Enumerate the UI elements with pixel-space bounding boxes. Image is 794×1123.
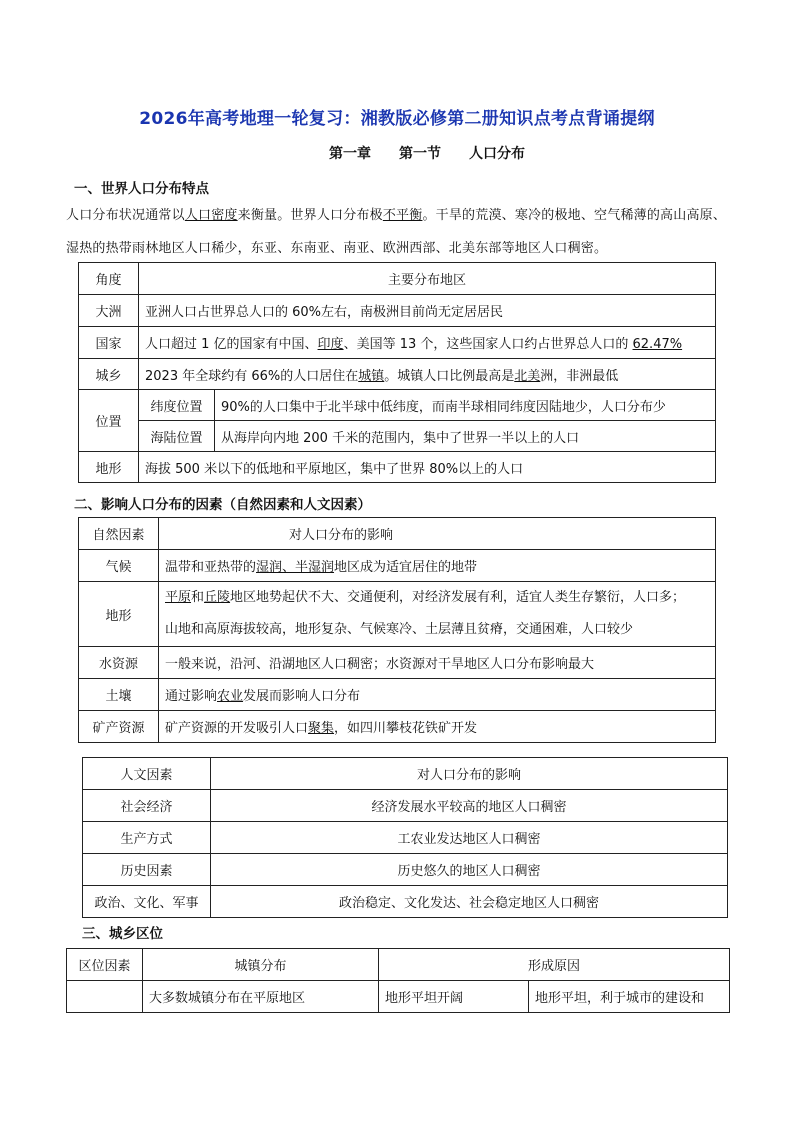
cell-text: 温带和亚热带的 — [165, 560, 257, 575]
row-key: 土壤 — [79, 679, 159, 711]
section-1-heading: 一、世界人口分布特点 — [74, 181, 209, 197]
cell-key-term: 农业 — [217, 689, 244, 704]
row-key: 政治、文化、军事 — [83, 886, 211, 918]
para-text: 来衡量。世界人口分布极 — [237, 208, 383, 223]
row-value — [139, 359, 716, 390]
sub-key: 纬度位置 — [139, 390, 215, 421]
cell-text: ，如四川攀枝花铁矿开发 — [334, 721, 478, 736]
cell-text: 通过影响 — [165, 689, 218, 704]
row-value — [159, 679, 716, 711]
row-value: 地形平坦开阔 — [379, 981, 529, 1013]
row-value — [159, 550, 716, 582]
row-value — [139, 327, 716, 359]
section-2-heading: 二、影响人口分布的因素（自然因素和人文因素） — [74, 497, 371, 513]
chapter-label: 第一章 — [329, 146, 371, 162]
row-value: 从海岸向内地 200 千米的范围内，集中了世界一半以上的人口 — [215, 421, 716, 452]
cell-key-term: 湿润、半湿润 — [256, 560, 335, 575]
row-value — [159, 582, 716, 647]
row-value: 历史悠久的地区人口稠密 — [211, 854, 728, 886]
section-1-paragraph — [66, 199, 730, 265]
cell-key-term: 丘陵 — [204, 590, 231, 605]
human-factors-table — [82, 757, 728, 918]
row-key: 位置 — [79, 390, 139, 452]
sub-key: 海陆位置 — [139, 421, 215, 452]
para-key-term: 不平衡 — [382, 208, 423, 223]
row-key — [67, 981, 143, 1013]
row-key: 生产方式 — [83, 822, 211, 854]
cell-key-term: 62.47% — [632, 337, 683, 352]
row-key: 地形 — [79, 452, 139, 483]
distribution-table — [78, 262, 716, 483]
para-text: 人口分布状况通常以 — [66, 208, 185, 223]
row-value: 一般来说，沿河、沿湖地区人口稠密；水资源对干旱地区人口分布影响最大 — [159, 647, 716, 679]
row-key: 水资源 — [79, 647, 159, 679]
row-value: 亚洲人口占世界总人口的 60%左右，南极洲目前尚无定居居民 — [139, 295, 716, 327]
table-header: 形成原因 — [379, 949, 730, 981]
row-value: 政治稳定、文化发达、社会稳定地区人口稠密 — [211, 886, 728, 918]
row-value: 海拔 500 米以下的低地和平原地区，集中了世界 80%以上的人口 — [139, 452, 716, 483]
urban-location-table — [66, 948, 730, 1013]
row-key: 国家 — [79, 327, 139, 359]
cell-key-term: 聚集 — [308, 721, 335, 736]
table-header: 角度 — [79, 263, 139, 295]
chapter-heading — [0, 143, 794, 163]
cell-key-term: 北美 — [514, 368, 541, 384]
table-header: 自然因素 — [79, 518, 159, 550]
table-header: 区位因素 — [67, 949, 143, 981]
section-label: 第一节 — [399, 146, 441, 162]
row-key: 社会经济 — [83, 790, 211, 822]
cell-text: 山地和高原海拔较高，地形复杂、气候寒冷、土层薄且贫瘠，交通困难，人口较少 — [165, 622, 634, 637]
cell-key-term: 平原 — [165, 590, 192, 605]
table-header: 对人口分布的影响 — [159, 518, 716, 550]
row-value — [159, 711, 716, 743]
cell-text: 发展而影响人口分布 — [243, 689, 361, 704]
table-header: 人文因素 — [83, 758, 211, 790]
cell-text: 地区地势起伏不大、交通便利，对经济发展有利，适宜人类生存繁衍，人口多； — [230, 590, 686, 605]
row-key: 城乡 — [79, 359, 139, 390]
cell-text: 人口超过 1 亿的国家有中国、 — [145, 337, 318, 352]
row-key: 历史因素 — [83, 854, 211, 886]
section-3-heading: 三、城乡区位 — [82, 926, 163, 942]
cell-text: 和 — [191, 590, 205, 605]
row-key: 地形 — [79, 582, 159, 647]
cell-key-term: 城镇 — [358, 368, 385, 384]
row-value: 经济发展水平较高的地区人口稠密 — [211, 790, 728, 822]
cell-text: 、美国等 13 个，这些国家人口约占世界总人口的 — [343, 337, 633, 352]
table-header: 主要分布地区 — [139, 263, 716, 295]
row-value: 地形平坦，利于城市的建设和 — [529, 981, 730, 1013]
row-value: 大多数城镇分布在平原地区 — [143, 981, 379, 1013]
section-name: 人口分布 — [469, 146, 525, 162]
row-value: 工农业发达地区人口稠密 — [211, 822, 728, 854]
page-title: 2026年高考地理一轮复习：湘教版必修第二册知识点考点背诵提纲 — [139, 109, 655, 129]
row-key: 气候 — [79, 550, 159, 582]
table-header: 对人口分布的影响 — [211, 758, 728, 790]
cell-text: 地区成为适宜居住的地带 — [334, 560, 478, 575]
row-value: 90%的人口集中于北半球中低纬度，而南半球相同纬度因陆地少，人口分布少 — [215, 390, 716, 421]
cell-key-term: 印度 — [317, 337, 344, 352]
row-key: 矿产资源 — [79, 711, 159, 743]
cell-text: 矿产资源的开发吸引人口 — [165, 721, 309, 736]
cell-text: 。城镇人口比例最高是 — [384, 368, 515, 384]
para-key-term: 人口密度 — [184, 208, 238, 223]
table-header: 城镇分布 — [143, 949, 379, 981]
cell-text: 2023 年全球约有 66%的人口居住在 — [145, 368, 359, 384]
para-text: 。干旱的荒漠、寒冷的极地、空气稀薄的高山高原、湿热的热带雨林地区人口稀少，东亚、东南亚、南亚、欧洲西部、北美东部等地区人口稠密。 — [66, 208, 727, 256]
cell-text: 洲，非洲最低 — [540, 368, 619, 384]
row-key: 大洲 — [79, 295, 139, 327]
natural-factors-table — [78, 517, 716, 743]
